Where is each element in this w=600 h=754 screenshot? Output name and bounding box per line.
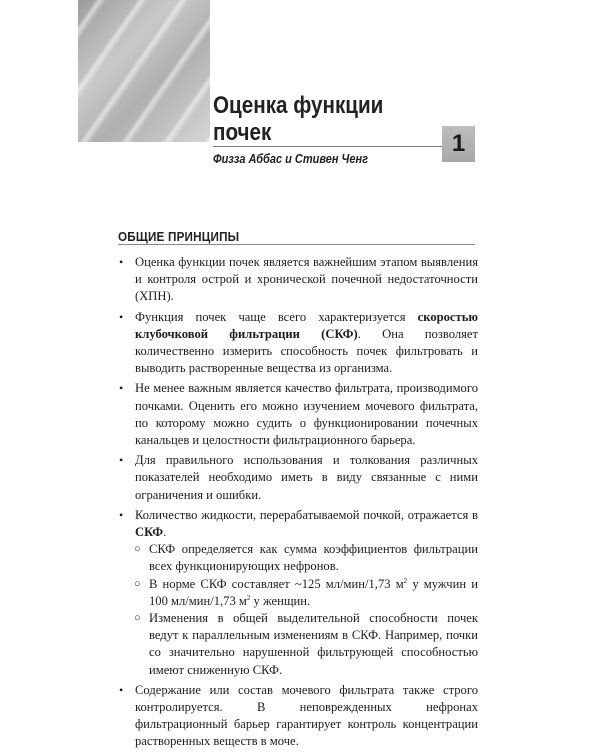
chapter-title-line-1: Оценка функции — [213, 92, 384, 119]
sub-bullet-item — [118, 610, 478, 679]
bullet-marker: • — [119, 507, 124, 522]
sub-bullet-text: СКФ определяется как сумма коэффициентов фильтрации всех функционирующих нефронов. — [149, 542, 478, 574]
bullet-item — [118, 309, 478, 378]
bullet-item — [118, 452, 478, 504]
section-heading: ОБЩИЕ ПРИНЦИПЫ — [118, 229, 240, 244]
bullet-text: Для правильного использования и толкования различных показателей необходимо иметь в виду связанные с ними ограничения и ошибки. — [135, 453, 478, 502]
sub-bullet-item — [118, 541, 478, 575]
superscript: 2 — [403, 576, 408, 585]
bullet-bold-term: скоростью клубочковой фильтрации (СКФ) — [135, 309, 478, 341]
bullet-marker: • — [119, 255, 124, 269]
sub-bullet-marker: ○ — [134, 577, 141, 590]
bullet-marker: • — [119, 453, 124, 468]
sub-bullet-item — [118, 576, 478, 610]
bullet-text: Функция почек чаще всего характеризуется — [135, 309, 418, 324]
bullet-bold-term: СКФ — [135, 525, 164, 540]
bullet-marker: • — [119, 309, 124, 324]
chapter-title-line-2: почек — [213, 119, 272, 146]
bullet-text: Не менее важным является качество фильтрата, производимого почками. Оценить его можно изучением мочевого фильтрата, по которому можно судить о функционировании почечных канальцев и целостности фильтрационного барьера. — [135, 381, 478, 448]
bullet-marker: • — [119, 381, 124, 396]
chapter-title — [213, 92, 419, 146]
bullet-text: Содержание или состав мочевого фильтрата также строго контролируется. В неповрежденных нефронах фильтрационный барьер гарантирует контроль концентрации растворенных веществ в моче. — [135, 682, 478, 749]
sub-bullet-text: В норме СКФ составляет ~125 мл/мин/1,73 м — [149, 576, 404, 591]
section-body — [118, 254, 478, 754]
bullet-item — [118, 682, 478, 751]
bullet-text: . Она позволяет количественно измерить способность почек фильтровать и выводить растворенные вещества из организма. — [135, 326, 478, 376]
bullet-item — [118, 507, 478, 541]
chapter-number: 1 — [442, 126, 475, 162]
bullet-marker: • — [119, 682, 124, 697]
bullet-item — [118, 254, 478, 306]
superscript: 2 — [246, 593, 251, 602]
bullet-text: Оценка функции почек является важнейшим этапом выявления и контроля острой и хронической почечной недостаточности (ХПН). — [135, 255, 478, 304]
sub-bullet-text: у мужчин и 100 мл/мин/1,73 м — [149, 576, 478, 608]
sub-bullet-marker: ○ — [134, 612, 141, 625]
bullet-text: Количество жидкости, перерабатываемой почкой, отражается в — [135, 507, 478, 522]
bullet-item — [118, 380, 478, 449]
title-divider — [213, 146, 475, 147]
chapter-authors: Физза Аббас и Стивен Ченг — [213, 152, 368, 166]
section-divider — [118, 244, 475, 245]
decorative-header-image — [78, 0, 210, 142]
sub-bullet-text: Изменения в общей выделительной способности почек ведут к параллельным изменениям в СКФ. Например, почки со значительно нарушенной фильтрующей способностью имеют сниженную СКФ. — [149, 611, 478, 677]
sub-bullet-text: у женщин. — [250, 593, 311, 608]
bullet-text: . — [163, 525, 167, 540]
sub-bullet-marker: ○ — [134, 543, 141, 556]
